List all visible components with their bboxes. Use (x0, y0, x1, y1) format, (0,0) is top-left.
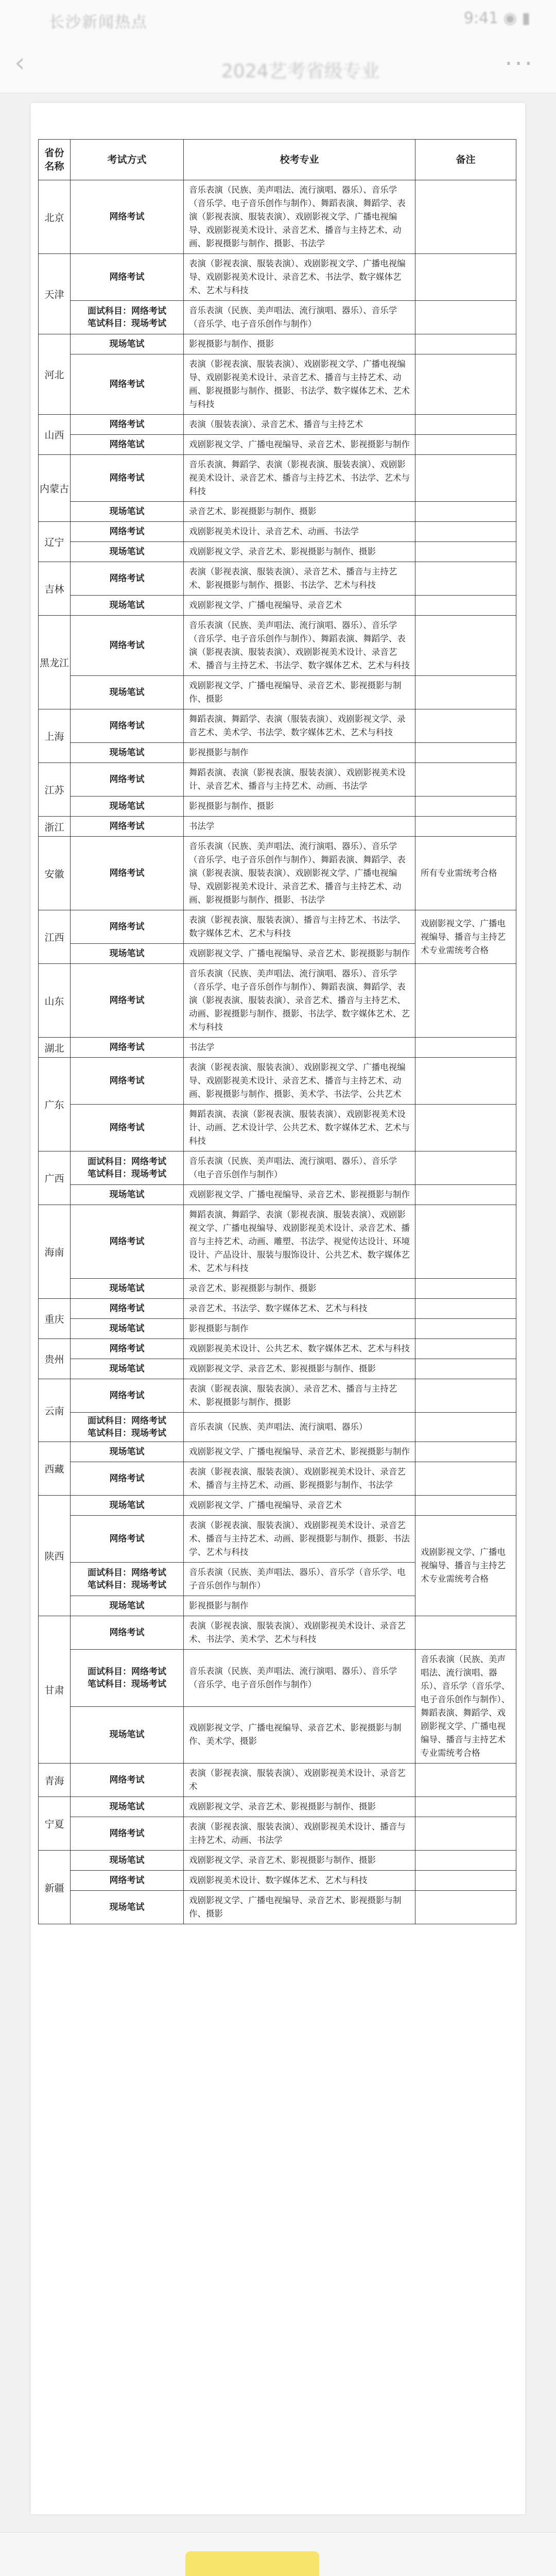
table-row (39, 1299, 516, 1319)
table-row (39, 1797, 516, 1817)
major-cell: 音乐表演（民族、美声唱法、流行演唱、器乐）、音乐学（音乐学、电子音乐创作与制作） (184, 301, 415, 334)
note-cell (415, 1891, 516, 1924)
note-cell (415, 254, 516, 301)
table-row (39, 616, 516, 676)
major-cell: 影视摄影与制作 (184, 743, 415, 763)
method-cell (71, 1650, 184, 1707)
major-cell: 戏剧影视文学、录音艺术、影视摄影与制作、摄影 (184, 1797, 415, 1817)
table-row (39, 817, 516, 837)
method-text: 网络考试 (109, 1775, 145, 1785)
table-row (39, 1058, 516, 1105)
major-cell: 音乐表演（民族、美声唱法、流行演唱、器乐）、音乐学（电子音乐创作与制作） (184, 1151, 415, 1185)
province-cell: 新疆 (39, 1851, 71, 1924)
note-cell: 音乐表演（民族、美声唱法、流行演唱、器乐）、音乐学（音乐学、电子音乐创作与制作）、舞蹈表演、舞蹈学、戏剧影视文学、广播电视编导、播音与主持艺术专业需统考合格 (415, 1650, 516, 1764)
note-cell (415, 1299, 516, 1319)
note-cell (415, 435, 516, 455)
method-cell (71, 455, 184, 502)
method-text: 现场笔试 (109, 1283, 145, 1294)
major-cell: 影视摄影与制作、摄影 (184, 334, 415, 354)
province-cell: 云南 (39, 1379, 71, 1442)
article-image (31, 103, 525, 2514)
major-cell: 书法学 (184, 817, 415, 837)
table-header-row (39, 140, 516, 180)
table-row (39, 502, 516, 522)
major-cell: 影视摄影与制作 (184, 1319, 415, 1339)
note-cell (415, 1339, 516, 1359)
major-cell: 戏剧影视文学、广播电视编导、录音艺术、影视摄影与制作 (184, 1185, 415, 1205)
note-cell (415, 301, 516, 334)
status-bar (0, 0, 556, 36)
major-cell: 戏剧影视文学、广播电视编导、录音艺术、影视摄影与制作 (184, 435, 415, 455)
table-row (39, 1891, 516, 1924)
province-cell: 江西 (39, 910, 71, 964)
method-text: 现场笔试 (109, 1447, 145, 1457)
major-cell: 表演（影视表演、服装表演）、戏剧影视美术设计、录音艺术、播音与主持艺术、动画、影视摄影与制作、书法学 (184, 1462, 415, 1496)
major-cell: 表演（影视表演、服装表演）、戏剧影视文学、广播电视编导、戏剧影视美术设计、录音艺术、播音与主持艺术、动画、影视摄影与制作、摄影、美术学、书法学、公共艺术 (184, 1058, 415, 1105)
note-cell (415, 522, 516, 542)
major-cell: 录音艺术、影视摄影与制作、摄影 (184, 502, 415, 522)
table-row (39, 1764, 516, 1797)
method-text: 现场笔试 (109, 547, 145, 557)
method-cell (71, 1797, 184, 1817)
method-cell (71, 435, 184, 455)
method-text: 网络考试 (109, 821, 145, 832)
major-cell: 表演（影视表演、服装表演）、录音艺术、播音与主持艺术、影视摄影与制作、摄影 (184, 1379, 415, 1413)
major-cell: 戏剧影视美术设计、公共艺术、数字媒体艺术、艺术与科技 (184, 1339, 415, 1359)
note-cell (415, 1462, 516, 1496)
method-text: 网络考试 (109, 212, 145, 222)
note-cell (415, 1359, 516, 1379)
method-text: 现场笔试 (109, 1802, 145, 1812)
major-cell: 影视摄影与制作 (184, 1596, 415, 1616)
table-row (39, 1851, 516, 1871)
method-text: 网络考试 (109, 1828, 145, 1839)
method-cell (71, 1299, 184, 1319)
method-cell (71, 1105, 184, 1151)
note-cell (415, 334, 516, 354)
table-row (39, 562, 516, 596)
bottom-action-tab[interactable] (185, 2551, 319, 2576)
method-text: 现场笔试 (109, 506, 145, 517)
method-text: 网络考试 (109, 640, 145, 651)
method-text: 现场笔试 (109, 1190, 145, 1200)
major-cell: 录音艺术、书法学、数字媒体艺术、艺术与科技 (184, 1299, 415, 1319)
method-cell (71, 596, 184, 616)
method-text: 网络考试 (109, 1042, 145, 1053)
back-chevron-icon[interactable]: ‹ (14, 47, 25, 78)
method-cell (71, 522, 184, 542)
province-cell: 天津 (39, 254, 71, 334)
method-text: 现场笔试 (109, 1601, 145, 1611)
note-cell (415, 1817, 516, 1851)
table-row (39, 1359, 516, 1379)
table-body (39, 180, 516, 1924)
table-row (39, 709, 516, 743)
header-province: 省份 名称 (39, 140, 71, 180)
method-text: 面试科目：网络考试 笔试科目：现场考试 (88, 306, 166, 329)
table-row (39, 1319, 516, 1339)
method-text: 网络考试 (109, 1875, 145, 1886)
method-text: 面试科目：网络考试 笔试科目：现场考试 (88, 1157, 166, 1179)
method-cell (71, 1058, 184, 1105)
province-cell: 辽宁 (39, 522, 71, 562)
method-cell (71, 1817, 184, 1851)
method-cell (71, 1891, 184, 1924)
method-cell (71, 502, 184, 522)
page-title: 2024艺考省级专业 (221, 61, 380, 82)
method-text: 现场笔试 (109, 339, 145, 349)
province-cell: 海南 (39, 1205, 71, 1299)
method-cell (71, 1279, 184, 1299)
province-cell: 广西 (39, 1151, 71, 1205)
table-row (39, 180, 516, 254)
note-cell (415, 1871, 516, 1891)
method-text: 网络考试 (109, 1236, 145, 1247)
note-cell (415, 763, 516, 796)
province-cell: 浙江 (39, 817, 71, 837)
major-cell: 戏剧影视文学、录音艺术、影视摄影与制作、摄影 (184, 1359, 415, 1379)
major-cell: 表演（影视表演、服装表演）、录音艺术、播音与主持艺术、影视摄影与制作、摄影、书法学、艺术与科技 (184, 562, 415, 596)
method-cell (71, 1185, 184, 1205)
table-row (39, 1038, 516, 1058)
note-cell (415, 415, 516, 435)
note-cell: 戏剧影视文学、广播电视编导、播音与主持艺术专业需统考合格 (415, 1516, 516, 1616)
method-text: 面试科目：网络考试 笔试科目：现场考试 (88, 1416, 166, 1438)
table-row (39, 676, 516, 709)
note-cell (415, 1442, 516, 1462)
major-cell: 表演（影视表演、服装表演）、播音与主持艺术、书法学、数字媒体艺术、艺术与科技 (184, 910, 415, 944)
method-cell (71, 1442, 184, 1462)
note-cell (415, 709, 516, 743)
table-row (39, 435, 516, 455)
major-cell: 音乐表演（民族、美声唱法、流行演唱、器乐）、音乐学（音乐学、电子音乐创作与制作）、舞蹈表演、舞蹈学、表演（影视表演、服装表演）、戏剧影视文学、广播电视编导、戏剧影视美术设计、录音艺术、播音与主持艺术、动画、影视摄影与制作、摄影、书法学 (184, 837, 415, 910)
method-text: 现场笔试 (109, 1500, 145, 1511)
major-cell: 戏剧影视美术设计、数字媒体艺术、艺术与科技 (184, 1871, 415, 1891)
note-cell (415, 1797, 516, 1817)
table-row (39, 522, 516, 542)
major-cell: 音乐表演（民族、美声唱法、器乐）、音乐学（音乐学、电子音乐创作与制作） (184, 1563, 415, 1596)
table-row (39, 1871, 516, 1891)
major-cell: 表演（影视表演、服装表演）、戏剧影视美术设计、播音与主持艺术、动画、书法学 (184, 1817, 415, 1851)
table-row (39, 455, 516, 502)
method-text: 网络考试 (109, 721, 145, 731)
table-row (39, 1339, 516, 1359)
method-cell (71, 1516, 184, 1563)
status-left-text: 长沙新闻热点 (49, 13, 148, 31)
method-cell (71, 562, 184, 596)
table-row (39, 796, 516, 817)
method-text: 现场笔试 (109, 1324, 145, 1334)
method-text: 现场笔试 (109, 1855, 145, 1866)
major-cell: 表演（服装表演）、录音艺术、播音与主持艺术 (184, 415, 415, 435)
note-cell (415, 562, 516, 596)
method-cell (71, 1871, 184, 1891)
major-cell: 戏剧影视文学、广播电视编导、录音艺术、影视摄影与制作、摄影 (184, 1891, 415, 1924)
method-cell (71, 837, 184, 910)
note-cell: 所有专业需统考合格 (415, 837, 516, 910)
table-row (39, 1185, 516, 1205)
note-cell (415, 1319, 516, 1339)
method-cell (71, 1151, 184, 1185)
table-row (39, 254, 516, 301)
method-text: 网络考试 (109, 922, 145, 932)
table-row (39, 1650, 516, 1707)
major-cell: 音乐表演（民族、美声唱法、流行演唱、器乐）、音乐学（音乐学、电子音乐创作与制作） (184, 1650, 415, 1707)
province-cell: 黑龙江 (39, 616, 71, 709)
note-cell (415, 676, 516, 709)
method-text: 网络考试 (109, 868, 145, 878)
method-text: 网络笔试 (109, 439, 145, 450)
table-row (39, 1279, 516, 1299)
method-cell (71, 616, 184, 676)
header-method: 考试方式 (71, 140, 184, 180)
table-row (39, 1462, 516, 1496)
method-text: 现场笔试 (109, 948, 145, 959)
note-cell (415, 1105, 516, 1151)
method-text: 现场笔试 (109, 801, 145, 811)
method-cell (71, 743, 184, 763)
province-cell: 上海 (39, 709, 71, 763)
note-cell (415, 455, 516, 502)
note-cell (415, 1058, 516, 1105)
note-cell (415, 354, 516, 415)
method-cell (71, 910, 184, 944)
province-cell: 山西 (39, 415, 71, 455)
method-cell (71, 301, 184, 334)
major-cell: 录音艺术、影视摄影与制作、摄影 (184, 1279, 415, 1299)
major-cell: 表演（影视表演、服装表演）、戏剧影视美术设计、录音艺术、书法学、美术学、艺术与科技 (184, 1616, 415, 1650)
table-row (39, 837, 516, 910)
table-row (39, 910, 516, 944)
note-cell (415, 1496, 516, 1516)
method-cell (71, 1851, 184, 1871)
method-text: 现场笔试 (109, 1902, 145, 1912)
major-cell: 舞蹈表演、表演（影视表演、服装表演）、戏剧影视美术设计、动画、艺术设计学、公共艺术、数字媒体艺术、艺术与科技 (184, 1105, 415, 1151)
method-cell (71, 1596, 184, 1616)
note-cell (415, 616, 516, 676)
method-text: 网络考试 (109, 774, 145, 785)
method-cell (71, 1319, 184, 1339)
note-cell (415, 1038, 516, 1058)
major-cell: 音乐表演、舞蹈学、表演（影视表演、服装表演）、戏剧影视美术设计、录音艺术、播音与主持艺术、书法学、艺术与科技 (184, 455, 415, 502)
major-cell: 影视摄影与制作、摄影 (184, 796, 415, 817)
major-cell: 戏剧影视文学、录音艺术、影视摄影与制作、摄影 (184, 1851, 415, 1871)
table-row (39, 1817, 516, 1851)
note-cell (415, 180, 516, 254)
note-cell (415, 743, 516, 763)
method-cell (71, 334, 184, 354)
province-cell: 北京 (39, 180, 71, 254)
method-cell (71, 354, 184, 415)
method-text: 网络考试 (109, 473, 145, 483)
method-cell (71, 944, 184, 964)
nav-bar (0, 36, 556, 93)
province-cell: 内蒙古 (39, 455, 71, 522)
method-cell (71, 964, 184, 1038)
table-row (39, 743, 516, 763)
table-row (39, 1496, 516, 1516)
bottom-bar (0, 2532, 556, 2576)
status-right-icons: 9:41 ◉ ▮ (463, 9, 530, 27)
province-cell: 青海 (39, 1764, 71, 1797)
method-cell (71, 817, 184, 837)
table-row (39, 1205, 516, 1279)
province-cell: 西藏 (39, 1442, 71, 1496)
major-cell: 音乐表演（民族、美声唱法、流行演唱、器乐）、音乐学（音乐学、电子音乐创作与制作）、舞蹈表演、舞蹈学、表演（影视表演、服装表演）、录音艺术、播音与主持艺术、动画、影视摄影与制作、摄影、书法学、数字媒体艺术、艺术与科技 (184, 964, 415, 1038)
method-text: 面试科目：网络考试 笔试科目：现场考试 (88, 1568, 166, 1590)
method-text: 网络考试 (109, 419, 145, 430)
table-row (39, 1105, 516, 1151)
note-cell (415, 502, 516, 522)
province-cell: 吉林 (39, 562, 71, 616)
note-cell (415, 1616, 516, 1650)
province-cell: 贵州 (39, 1339, 71, 1379)
method-text: 网络考试 (109, 1628, 145, 1638)
method-cell (71, 796, 184, 817)
note-cell (415, 796, 516, 817)
table-row (39, 964, 516, 1038)
province-cell: 安徽 (39, 837, 71, 910)
major-cell: 表演（影视表演、服装表演）、戏剧影视文学、广播电视编导、戏剧影视美术设计、录音艺术、播音与主持艺术、动画、影视摄影与制作、摄影、书法学、数字媒体艺术、艺术与科技 (184, 354, 415, 415)
header-note: 备注 (415, 140, 516, 180)
table-row (39, 1616, 516, 1650)
major-cell: 戏剧影视文学、广播电视编导、录音艺术、影视摄影与制作 (184, 944, 415, 964)
table-row (39, 1516, 516, 1563)
major-cell: 戏剧影视文学、广播电视编导、录音艺术、影视摄影与制作、美术学、摄影 (184, 1706, 415, 1764)
method-cell (71, 1339, 184, 1359)
major-cell: 表演（影视表演、服装表演）、戏剧影视美术设计、录音艺术 (184, 1764, 415, 1797)
province-cell: 河北 (39, 334, 71, 415)
note-cell (415, 1413, 516, 1442)
method-text: 网络考试 (109, 272, 145, 282)
note-cell (415, 817, 516, 837)
method-cell (71, 415, 184, 435)
method-cell (71, 1462, 184, 1496)
major-cell: 书法学 (184, 1038, 415, 1058)
method-text: 网络考试 (109, 1303, 145, 1314)
table-row (39, 1151, 516, 1185)
major-cell: 音乐表演（民族、美声唱法、流行演唱、器乐） (184, 1413, 415, 1442)
table-row (39, 301, 516, 334)
major-cell: 戏剧影视文学、广播电视编导、录音艺术 (184, 596, 415, 616)
major-cell: 音乐表演（民族、美声唱法、流行演唱、器乐）、音乐学（音乐学、电子音乐创作与制作）、舞蹈表演、舞蹈学、表演（影视表演、服装表演）、戏剧影视文学、广播电视编导、戏剧影视美术设计、录音艺术、播音与主持艺术、动画、影视摄影与制作、摄影、书法学 (184, 180, 415, 254)
table-row (39, 415, 516, 435)
province-cell: 重庆 (39, 1299, 71, 1339)
table-row (39, 354, 516, 415)
method-cell (71, 1038, 184, 1058)
method-cell (71, 1413, 184, 1442)
note-cell (415, 1185, 516, 1205)
method-text: 网络考试 (109, 1123, 145, 1133)
note-cell (415, 1379, 516, 1413)
method-text: 面试科目：网络考试 笔试科目：现场考试 (88, 1666, 166, 1689)
method-text: 现场笔试 (109, 748, 145, 758)
method-cell (71, 1616, 184, 1650)
method-text: 网络考试 (109, 1076, 145, 1086)
major-cell: 戏剧影视文学、广播电视编导、录音艺术、影视摄影与制作、摄影 (184, 676, 415, 709)
table-row (39, 542, 516, 562)
method-cell (71, 542, 184, 562)
method-cell (71, 1764, 184, 1797)
method-text: 网络考试 (109, 995, 145, 1006)
table-row (39, 1442, 516, 1462)
method-text: 现场笔试 (109, 600, 145, 611)
method-cell (71, 1359, 184, 1379)
method-text: 网络考试 (109, 573, 145, 584)
method-cell (71, 1379, 184, 1413)
method-text: 网络考试 (109, 1344, 145, 1354)
province-cell: 湖北 (39, 1038, 71, 1058)
exam-table (38, 139, 516, 1924)
province-cell: 甘肃 (39, 1616, 71, 1764)
note-cell (415, 596, 516, 616)
method-text: 现场笔试 (109, 687, 145, 698)
method-text: 网络考试 (109, 527, 145, 537)
province-cell: 陕西 (39, 1496, 71, 1616)
province-cell: 山东 (39, 964, 71, 1038)
method-cell (71, 180, 184, 254)
major-cell: 戏剧影视美术设计、录音艺术、动画、书法学 (184, 522, 415, 542)
note-cell (415, 1279, 516, 1299)
note-cell (415, 542, 516, 562)
table-row (39, 334, 516, 354)
major-cell: 戏剧影视文学、广播电视编导、录音艺术 (184, 1496, 415, 1516)
method-cell (71, 676, 184, 709)
province-cell: 江苏 (39, 763, 71, 817)
major-cell: 舞蹈表演、表演（影视表演、服装表演）、戏剧影视美术设计、录音艺术、播音与主持艺术、动画、书法学 (184, 763, 415, 796)
major-cell: 表演（影视表演、服装表演）、戏剧影视美术设计、录音艺术、播音与主持艺术、动画、影视摄影与制作、摄影、书法学、艺术与科技 (184, 1516, 415, 1563)
note-cell (415, 1151, 516, 1185)
method-text: 网络考试 (109, 1473, 145, 1484)
method-cell (71, 1563, 184, 1596)
method-text: 现场笔试 (109, 1730, 145, 1740)
major-cell: 戏剧影视文学、录音艺术、影视摄影与制作、摄影 (184, 542, 415, 562)
major-cell: 舞蹈表演、舞蹈学、表演（服装表演）、戏剧影视文学、录音艺术、美术学、书法学、数字媒体艺术、艺术与科技 (184, 709, 415, 743)
method-cell (71, 1706, 184, 1764)
table-row (39, 1379, 516, 1413)
note-cell (415, 1851, 516, 1871)
table-row (39, 1413, 516, 1442)
header-major: 校考专业 (184, 140, 415, 180)
method-text: 网络考试 (109, 1391, 145, 1401)
major-cell: 音乐表演（民族、美声唱法、流行演唱、器乐）、音乐学（音乐学、电子音乐创作与制作）、舞蹈表演、舞蹈学、表演（影视表演、服装表演）、戏剧影视美术设计、录音艺术、播音与主持艺术、书法学、数字媒体艺术、艺术与科技 (184, 616, 415, 676)
method-cell (71, 254, 184, 301)
table-row (39, 596, 516, 616)
method-cell (71, 709, 184, 743)
method-cell (71, 763, 184, 796)
method-text: 网络考试 (109, 379, 145, 389)
note-cell (415, 1764, 516, 1797)
method-text: 现场笔试 (109, 1364, 145, 1374)
province-cell: 宁夏 (39, 1797, 71, 1851)
method-text: 网络考试 (109, 1534, 145, 1544)
note-cell: 戏剧影视文学、广播电视编导、播音与主持艺术专业需统考合格 (415, 910, 516, 964)
table-row (39, 763, 516, 796)
major-cell: 舞蹈表演、舞蹈学、表演（影视表演、服装表演）、戏剧影视文学、广播电视编导、戏剧影视美术设计、录音艺术、播音与主持艺术、动画、雕塑、书法学、视觉传达设计、环境设计、产品设计、服装与服饰设计、公共艺术、数字媒体艺术、艺术与科技 (184, 1205, 415, 1279)
method-cell (71, 1496, 184, 1516)
major-cell: 表演（影视表演、服装表演）、戏剧影视文学、广播电视编导、戏剧影视美术设计、录音艺术、书法学、数字媒体艺术、艺术与科技 (184, 254, 415, 301)
note-cell (415, 964, 516, 1038)
more-dots-icon[interactable]: ··· (505, 49, 534, 78)
province-cell: 广东 (39, 1058, 71, 1151)
method-cell (71, 1205, 184, 1279)
major-cell: 戏剧影视文学、广播电视编导、录音艺术、影视摄影与制作 (184, 1442, 415, 1462)
note-cell (415, 1205, 516, 1279)
